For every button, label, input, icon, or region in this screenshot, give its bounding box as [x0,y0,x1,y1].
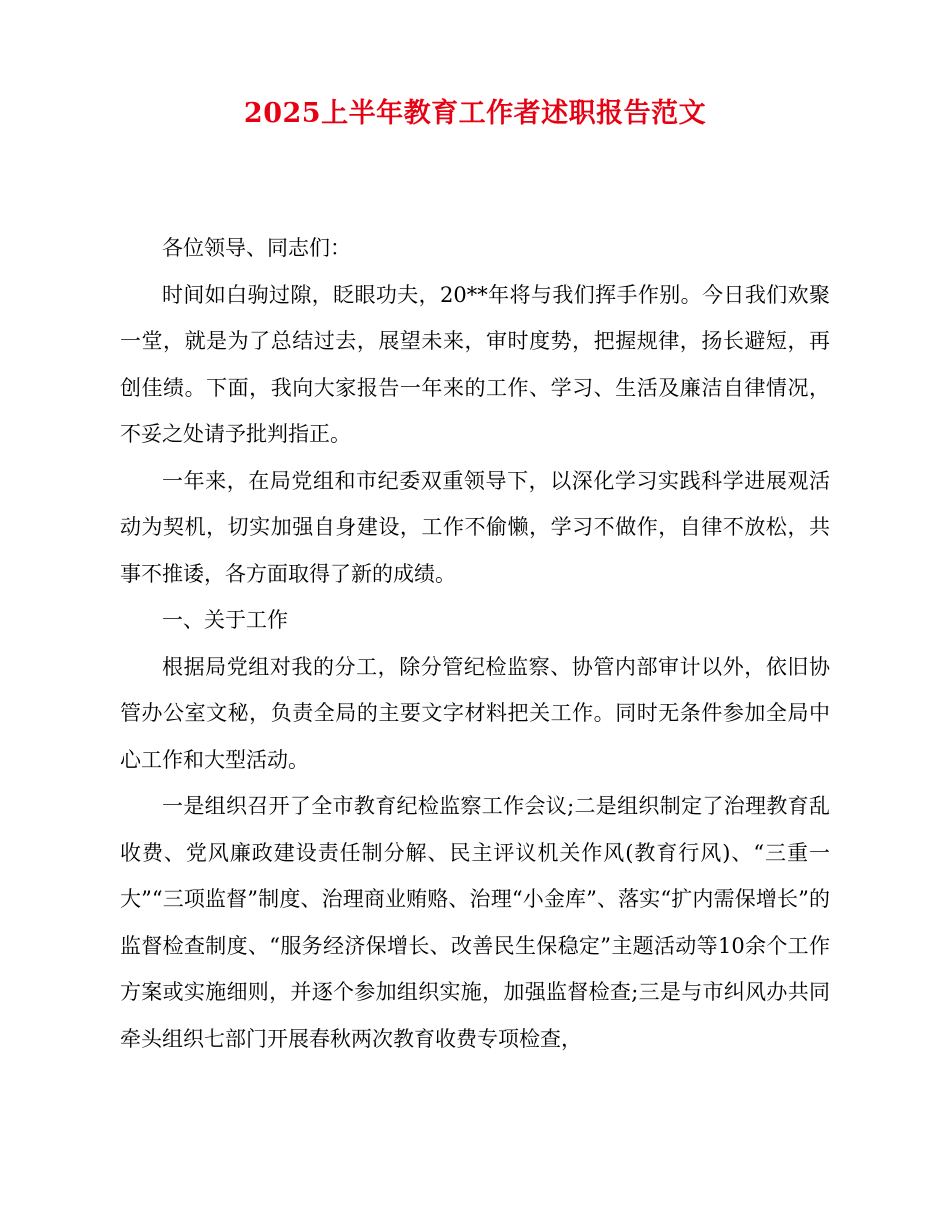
section-heading: 一、关于工作 [162,608,288,632]
salutation-paragraph: 各位领导、同志们： [162,236,351,260]
body-paragraph: 时间如白驹过隙，眨眼功夫，20**年将与我们挥手作别。今日我们欢聚一堂，就是为了总结过去，展望未来，审时度势，把握规律，扬长避短，再创佳绩。下面，我向大家报告一年来的工作、学习、生活及廉洁自律情况，不妥之处请予批判指正。 [120,282,830,446]
body-paragraph: 一是组织召开了全市教育纪检监察工作会议;二是组织制定了治理教育乱收费、党风廉政建设责任制分解、民主评议机关作风(教育行风)、“三重一大”“三项监督”制度、治理商业贿赂、治理“小金库”、落实“扩内需保增长”的监督检查制度、“服务经济保增长、改善民生保稳定”主题活动等10余个工作方案或实施细则，并逐个参加组织实施，加强监督检查;三是与市纠风办共同牵头组织七部门开展春秋两次教育收费专项检查， [120,794,830,1051]
body-paragraph: 根据局党组对我的分工，除分管纪检监察、协管内部审计以外，依旧协管办公室文秘，负责全局的主要文字材料把关工作。同时无条件参加全局中心工作和大型活动。 [120,654,830,772]
body-paragraph: 一年来，在局党组和市纪委双重领导下，以深化学习实践科学进展观活动为契机，切实加强自身建设，工作不偷懒，学习不做作，自律不放松，共事不推诿，各方面取得了新的成绩。 [120,468,830,586]
document-title: 2025上半年教育工作者述职报告范文 [243,98,707,129]
document-body [120,225,830,1062]
